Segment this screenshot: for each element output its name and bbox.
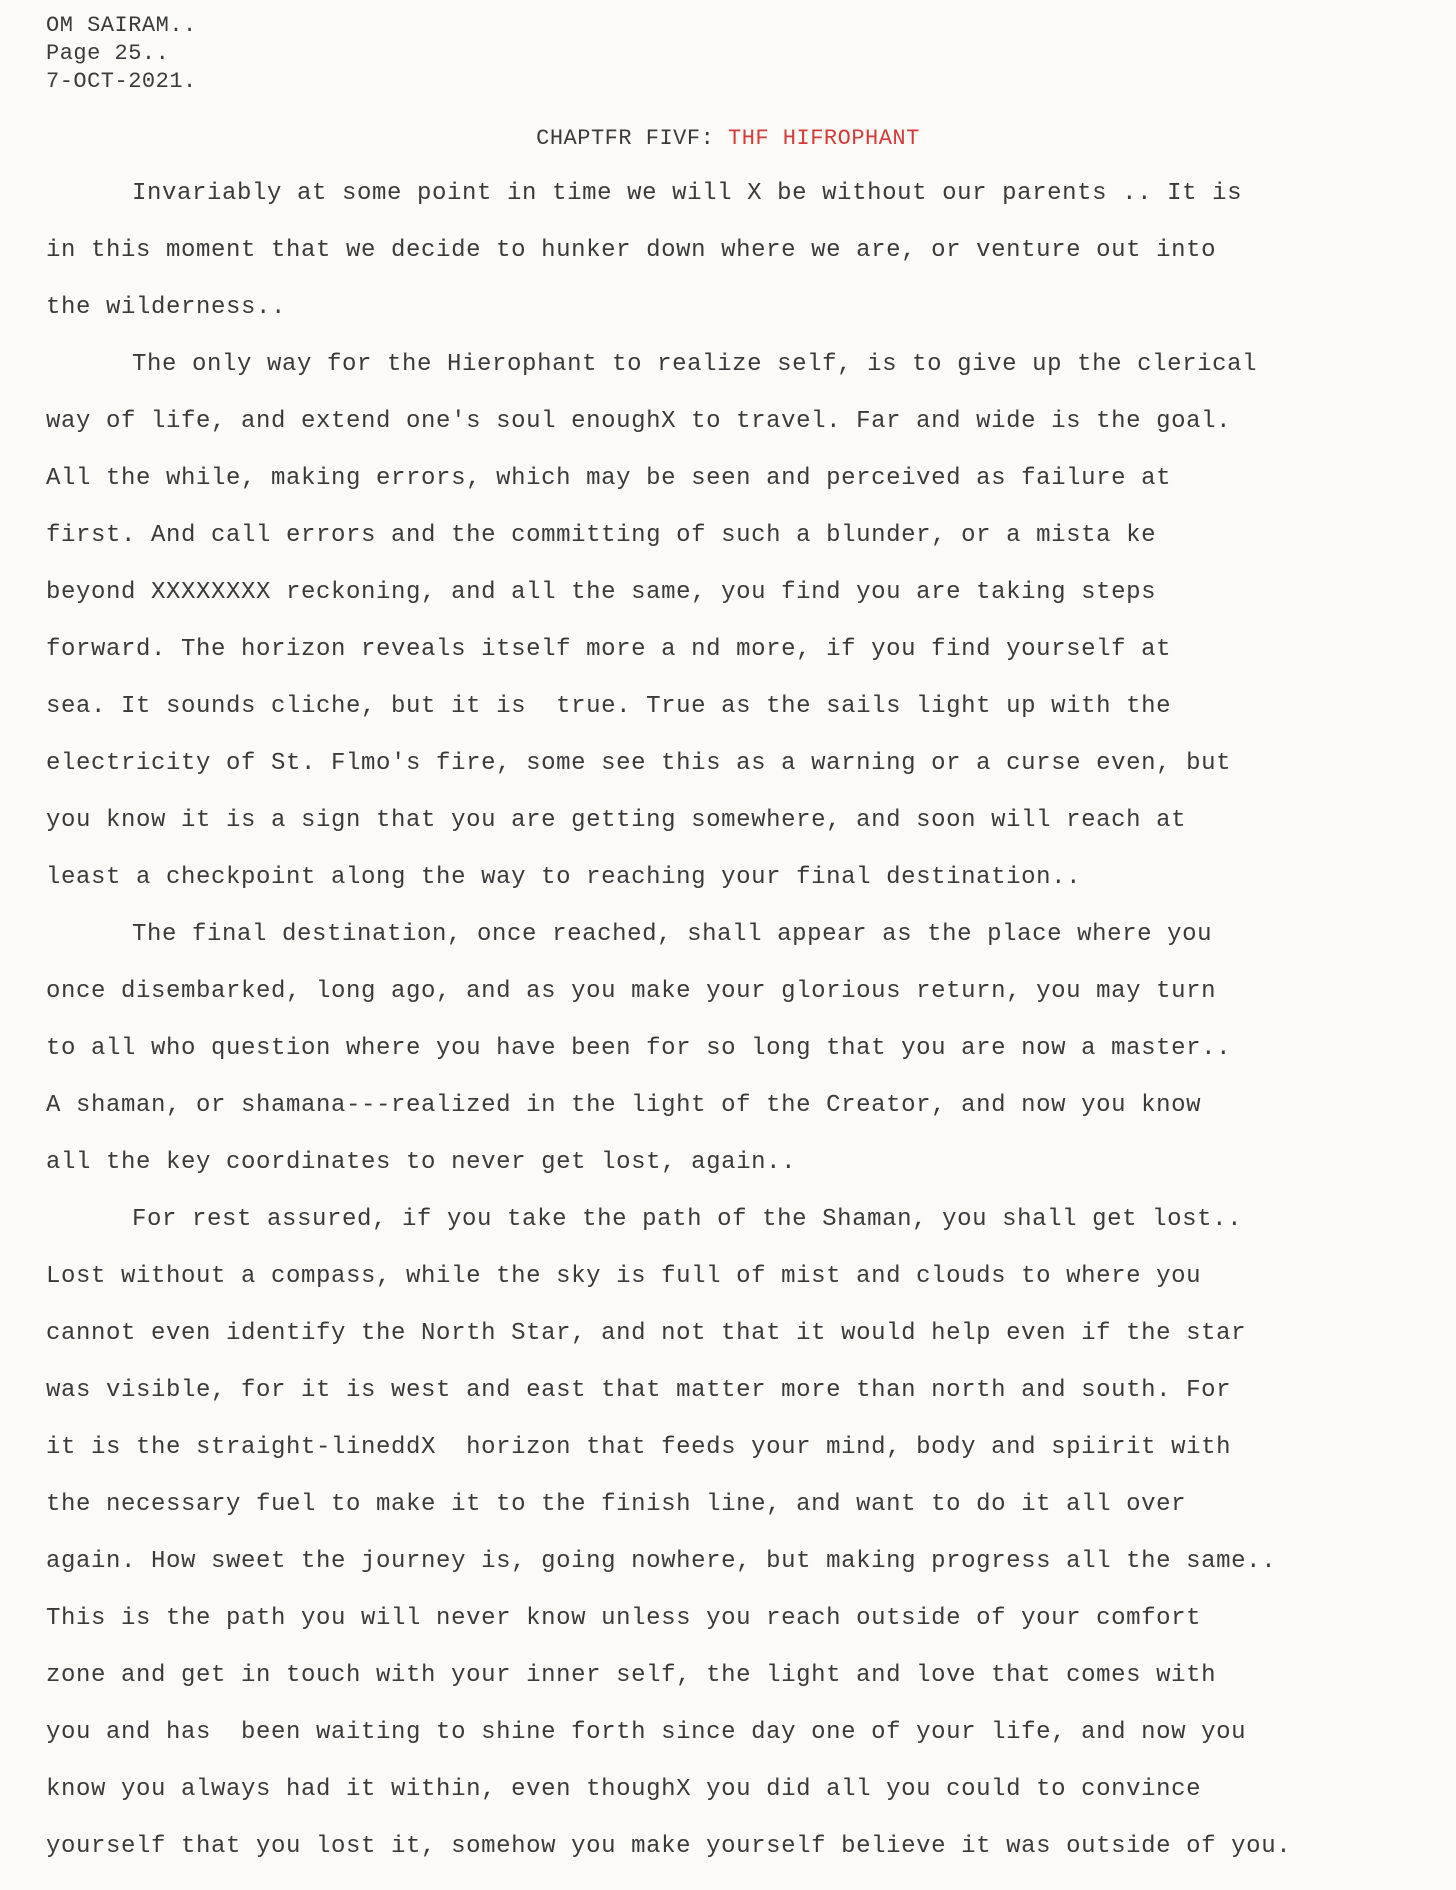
- header-page-number: Page 25..: [46, 41, 170, 66]
- text-line: to all who question where you have been for so long that you are now a master..: [46, 1035, 1232, 1062]
- header-date: 7-OCT-2021.: [46, 69, 197, 94]
- text-line: forward. The horizon reveals itself more a nd more, if you find yourself at: [46, 636, 1172, 663]
- text-line: first. And call errors and the committing of such a blunder, or a mista ke: [46, 522, 1157, 549]
- text-line: This is the path you will never know unless you reach outside of your comfort: [46, 1605, 1202, 1632]
- text-line: A shaman, or shamana---realized in the light of the Creator, and now you know: [46, 1092, 1202, 1119]
- text-line: the necessary fuel to make it to the finish line, and want to do it all over: [46, 1491, 1187, 1518]
- text-line: The final destination, once reached, shall appear as the place where you: [132, 921, 1213, 948]
- text-line: zone and get in touch with your inner self, the light and love that comes with: [46, 1662, 1217, 1689]
- text-line: For rest assured, if you take the path of the Shaman, you shall get lost..: [132, 1206, 1243, 1233]
- text-line: it is the straight-lineddX horizon that feeds your mind, body and spiirit with: [46, 1434, 1232, 1461]
- text-line: cannot even identify the North Star, and not that it would help even if the star: [46, 1320, 1247, 1347]
- chapter-title: [0, 126, 1456, 151]
- text-line: sea. It sounds cliche, but it is true. True as the sails light up with the: [46, 693, 1172, 720]
- text-line: was visible, for it is west and east that matter more than north and south. For: [46, 1377, 1232, 1404]
- chapter-title-label: CHAPTFR FIVF:: [536, 126, 728, 151]
- text-line: in this moment that we decide to hunker down where we are, or venture out into: [46, 237, 1217, 264]
- text-line: beyond XXXXXXXX reckoning, and all the same, you find you are taking steps: [46, 579, 1157, 606]
- text-line: all the key coordinates to never get lost, again..: [46, 1149, 797, 1176]
- text-line: electricity of St. Flmo's fire, some see this as a warning or a curse even, but: [46, 750, 1232, 777]
- chapter-title-name: THF HIFROPHANT: [728, 126, 920, 151]
- text-line: All the while, making errors, which may be seen and perceived as failure at: [46, 465, 1172, 492]
- text-line: the wilderness..: [46, 294, 287, 321]
- text-line: The only way for the Hierophant to realize self, is to give up the clerical: [132, 351, 1258, 378]
- text-line: Invariably at some point in time we will X be without our parents .. It is: [132, 180, 1243, 207]
- text-line: you know it is a sign that you are getting somewhere, and soon will reach at: [46, 807, 1187, 834]
- text-line: yourself that you lost it, somehow you make yourself believe it was outside of you.: [46, 1833, 1292, 1860]
- text-line: once disembarked, long ago, and as you make your glorious return, you may turn: [46, 978, 1217, 1005]
- text-line: Lost without a compass, while the sky is full of mist and clouds to where you: [46, 1263, 1202, 1290]
- text-line: again. How sweet the journey is, going nowhere, but making progress all the same..: [46, 1548, 1277, 1575]
- page-header: [46, 12, 197, 96]
- body-text: [46, 180, 1436, 1890]
- text-line: know you always had it within, even thoughX you did all you could to convince: [46, 1776, 1202, 1803]
- text-line: you and has been waiting to shine forth since day one of your life, and now you: [46, 1719, 1247, 1746]
- text-line: way of life, and extend one's soul enoughX to travel. Far and wide is the goal.: [46, 408, 1232, 435]
- text-line: least a checkpoint along the way to reaching your final destination..: [46, 864, 1082, 891]
- header-line-1: OM SAIRAM..: [46, 13, 197, 38]
